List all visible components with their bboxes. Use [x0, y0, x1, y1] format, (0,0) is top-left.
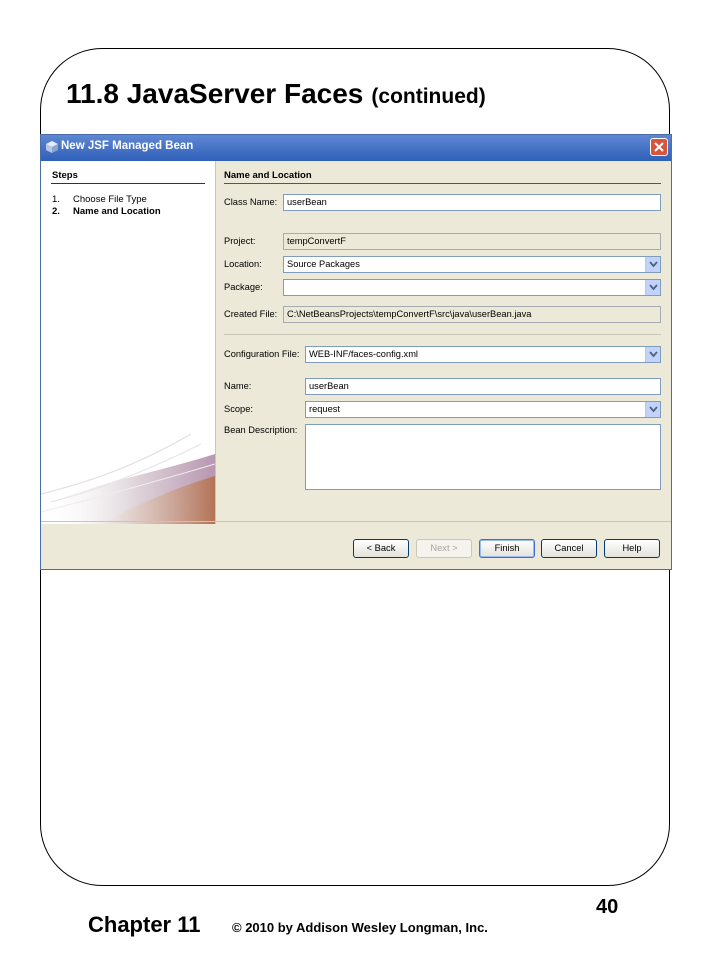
bean-description-textarea[interactable] [305, 424, 661, 490]
step-item-choose-file-type [52, 194, 147, 205]
step-item-name-and-location [52, 206, 161, 217]
next-button: Next > [416, 539, 472, 558]
name-field[interactable]: userBean [305, 378, 661, 395]
chevron-down-icon [649, 406, 658, 413]
slide-title [66, 78, 486, 110]
new-jsf-managed-bean-dialog [40, 134, 672, 570]
separator [224, 334, 661, 335]
dialog-title: New JSF Managed Bean [61, 140, 194, 152]
scope-dropdown-button[interactable] [645, 402, 660, 417]
package-combobox[interactable] [283, 279, 661, 296]
steps-pane [41, 161, 216, 524]
location-label: Location: [224, 259, 262, 269]
chevron-down-icon [649, 261, 658, 268]
steps-divider [51, 183, 205, 184]
step-number: 1. [52, 194, 60, 205]
step-label: Choose File Type [73, 194, 147, 205]
package-label: Package: [224, 282, 263, 292]
location-combobox[interactable] [283, 256, 661, 273]
wizard-swoosh-graphic [41, 414, 215, 524]
configuration-file-combobox[interactable] [305, 346, 661, 363]
package-dropdown-button[interactable] [645, 280, 660, 295]
location-value: Source Packages [287, 259, 360, 269]
created-file-field: C:\NetBeansProjects\tempConvertF\src\java\userBean.java [283, 306, 661, 323]
help-button[interactable]: Help [604, 539, 660, 558]
chevron-down-icon [649, 284, 658, 291]
dialog-titlebar [41, 135, 671, 161]
chevron-down-icon [649, 351, 658, 358]
back-button[interactable]: < Back [353, 539, 409, 558]
close-button[interactable] [650, 138, 668, 156]
name-and-location-panel [216, 161, 671, 524]
cancel-button[interactable]: Cancel [541, 539, 597, 558]
footer-chapter: Chapter 11 [88, 912, 201, 937]
configuration-file-value: WEB-INF/faces-config.xml [309, 349, 418, 359]
netbeans-cube-icon [45, 140, 59, 154]
configuration-file-label: Configuration File: [224, 349, 300, 359]
steps-header: Steps [52, 170, 78, 181]
project-field: tempConvertF [283, 233, 661, 250]
scope-combobox[interactable] [305, 401, 661, 418]
name-label: Name: [224, 381, 252, 391]
section-divider [224, 183, 661, 184]
footer-copyright: © 2010 by Addison Wesley Longman, Inc. [232, 920, 488, 935]
created-file-label: Created File: [224, 309, 278, 319]
scope-value: request [309, 404, 341, 414]
class-name-field[interactable]: userBean [283, 194, 661, 211]
wizard-button-bar [41, 521, 671, 569]
slide-title-suffix: (continued) [371, 85, 486, 108]
class-name-label: Class Name: [224, 197, 278, 207]
step-label: Name and Location [73, 206, 161, 217]
configuration-file-dropdown-button[interactable] [645, 347, 660, 362]
scope-label: Scope: [224, 404, 253, 414]
location-dropdown-button[interactable] [645, 257, 660, 272]
close-icon [654, 142, 664, 152]
page-number: 40 [596, 896, 619, 918]
finish-button[interactable]: Finish [479, 539, 535, 558]
project-label: Project: [224, 236, 256, 246]
section-title: Name and Location [224, 170, 312, 181]
step-number: 2. [52, 206, 60, 217]
slide-title-main: 11.8 JavaServer Faces [66, 78, 364, 109]
bean-description-label: Bean Description: [224, 425, 298, 435]
